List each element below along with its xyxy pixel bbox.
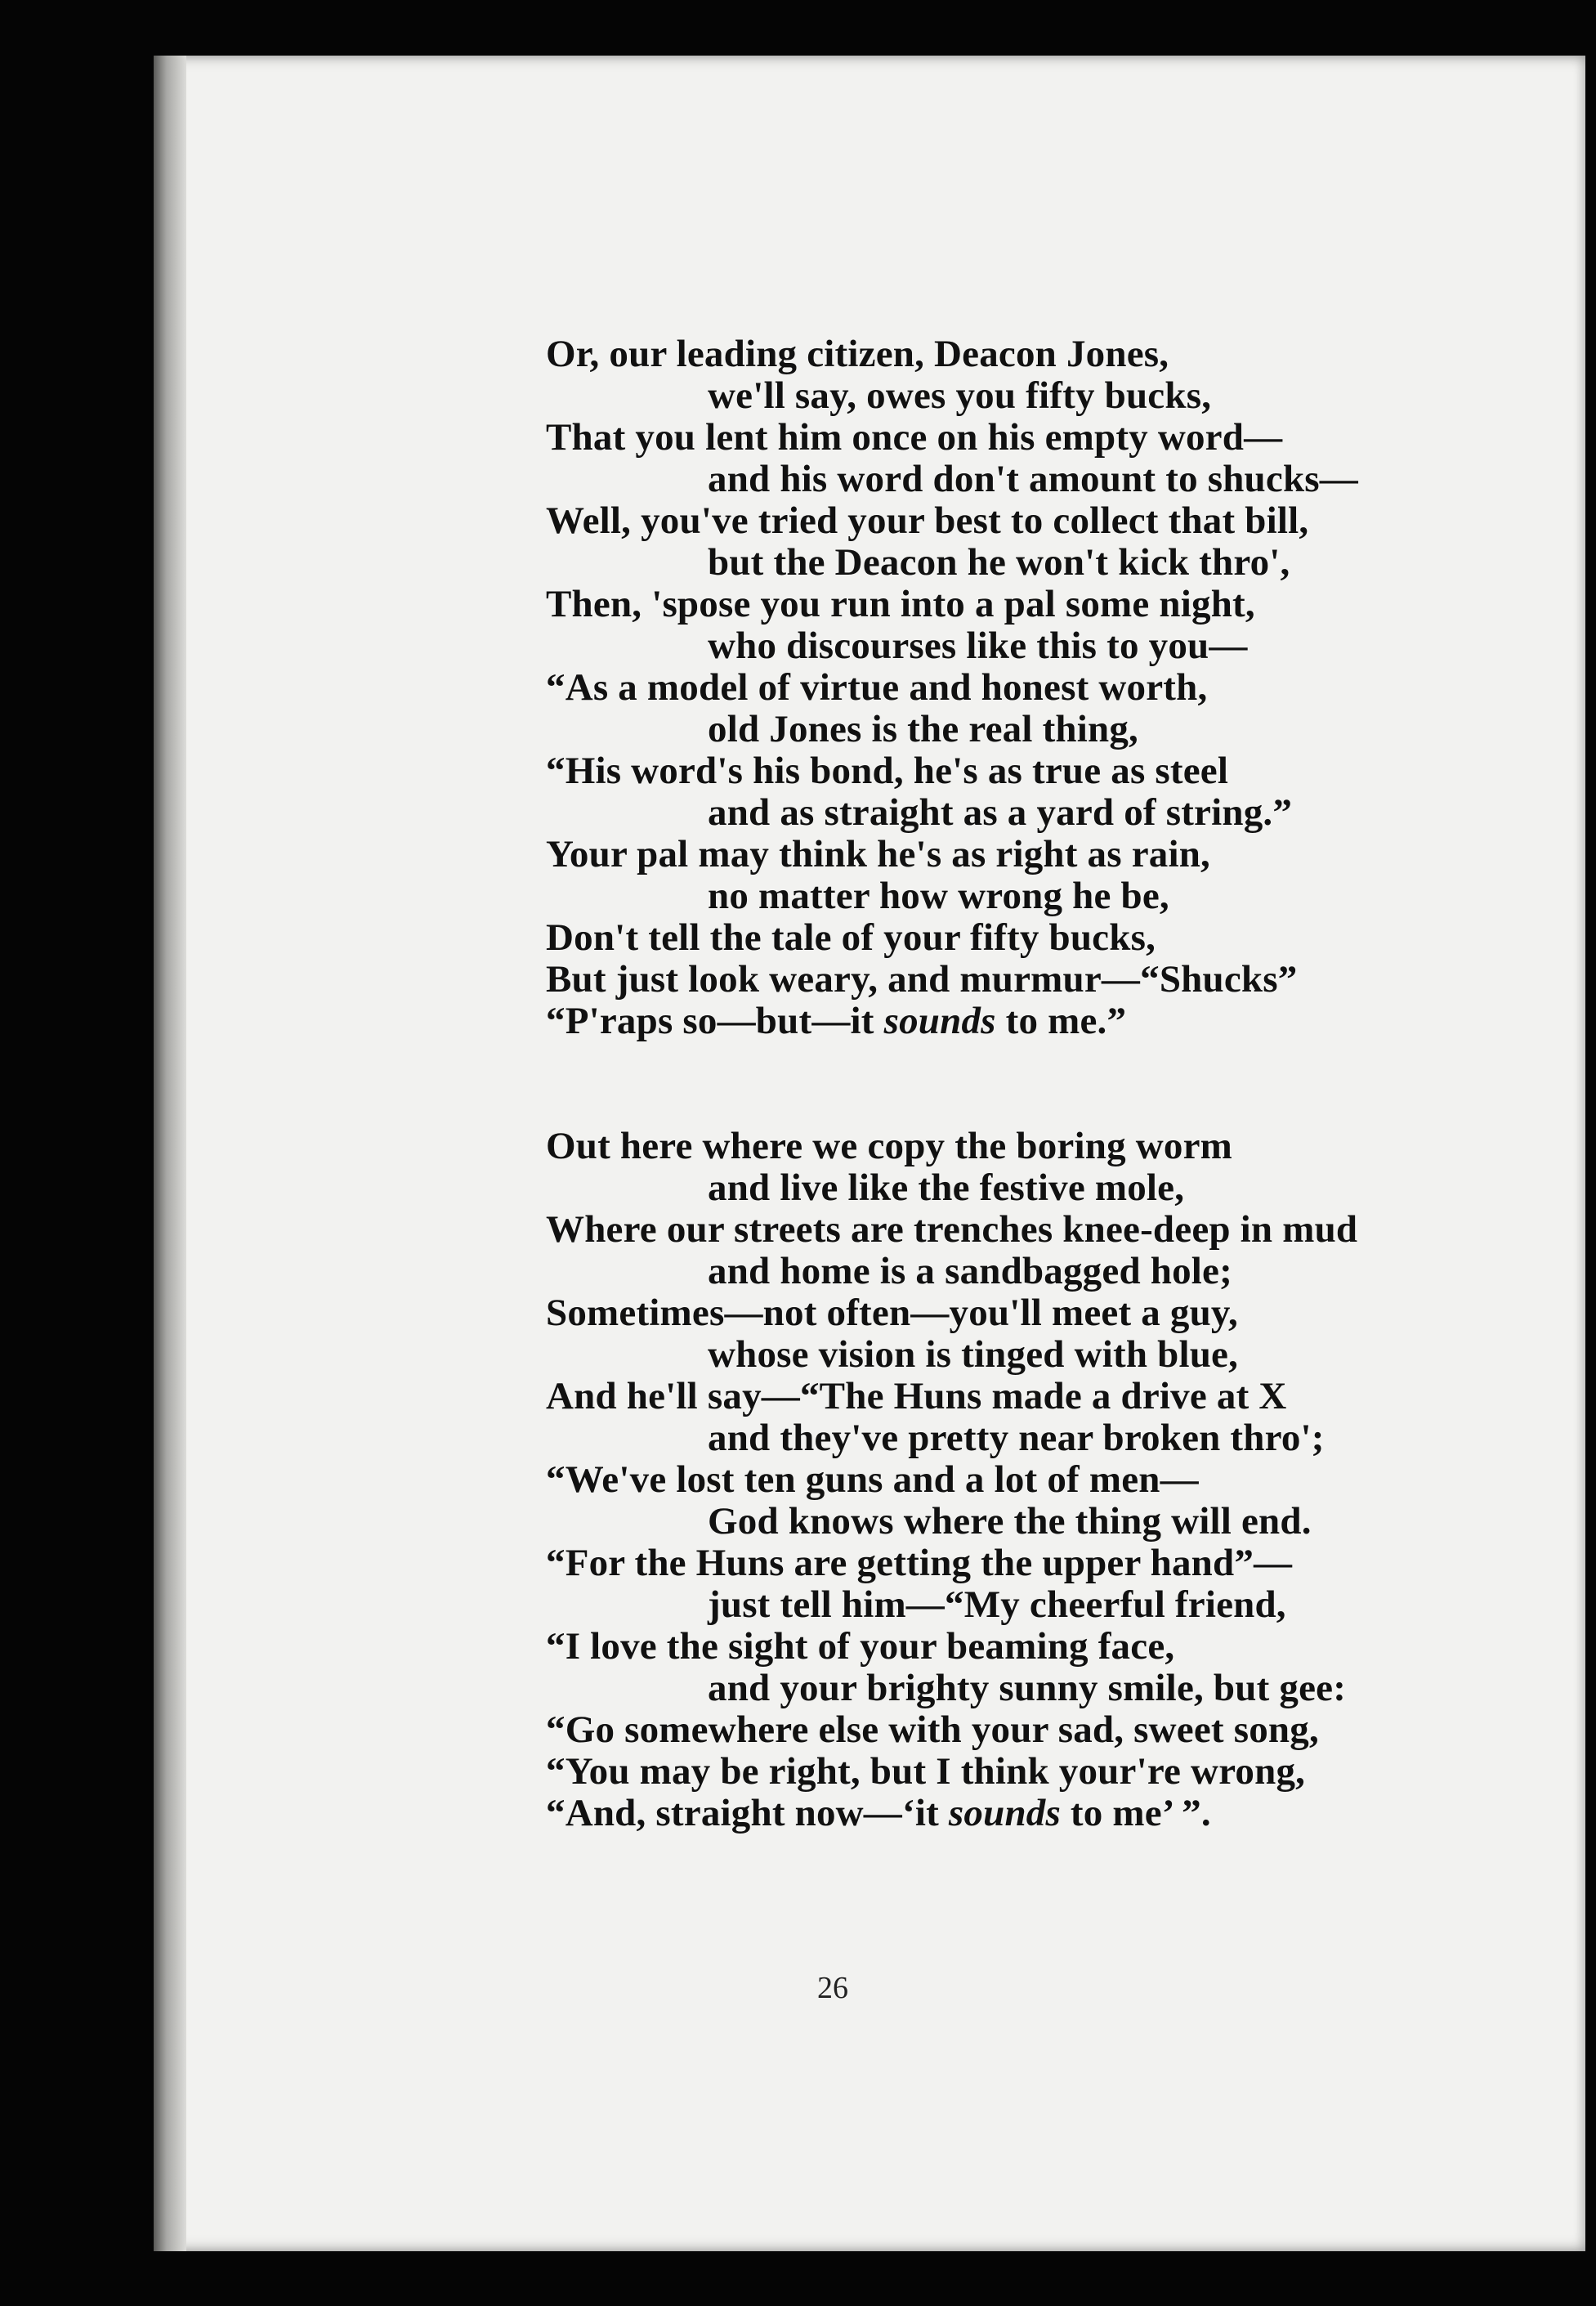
poem-line: That you lent him once on his empty word— bbox=[546, 416, 1283, 459]
poem-line: “You may be right, but I think your're wrong, bbox=[546, 1750, 1306, 1793]
italic-word: sounds bbox=[948, 1792, 1061, 1834]
poem-line: “We've lost ten guns and a lot of men— bbox=[546, 1458, 1199, 1501]
poem-line: no matter how wrong he be, bbox=[708, 875, 1169, 917]
poem-line: and your brighty sunny smile, but gee: bbox=[708, 1667, 1347, 1709]
poem-line: and as straight as a yard of string.” bbox=[708, 791, 1293, 834]
poem-line bbox=[546, 1001, 1486, 1042]
line-segment: to me.” bbox=[995, 1000, 1127, 1042]
stanza-2 bbox=[546, 1126, 1486, 1834]
line-segment: to me’ ”. bbox=[1060, 1792, 1211, 1834]
line-segment: “And, straight now—‘it bbox=[546, 1792, 949, 1834]
poem-line bbox=[546, 1793, 1486, 1834]
poem-line: But just look weary, and murmur—“Shucks” bbox=[546, 958, 1298, 1001]
poem-line: Or, our leading citizen, Deacon Jones, bbox=[546, 333, 1169, 375]
poem-line: Then, 'spose you run into a pal some night, bbox=[546, 583, 1255, 625]
poem-line: Where our streets are trenches knee-deep in mud bbox=[546, 1208, 1358, 1251]
poem bbox=[546, 334, 1486, 1834]
line-segment: “P'raps so—but—it bbox=[546, 1000, 884, 1042]
poem-line: who discourses like this to you— bbox=[708, 625, 1248, 667]
poem-line: And he'll say—“The Huns made a drive at X bbox=[546, 1375, 1287, 1417]
poem-line: God knows where the thing will end. bbox=[708, 1500, 1312, 1543]
poem-line: whose vision is tinged with blue, bbox=[708, 1333, 1239, 1376]
poem-line: Don't tell the tale of your fifty bucks, bbox=[546, 916, 1156, 959]
poem-line: but the Deacon he won't kick thro', bbox=[708, 541, 1290, 584]
poem-line: and home is a sandbagged hole; bbox=[708, 1250, 1232, 1292]
page-number bbox=[154, 1970, 1585, 2006]
poem-line: and his word don't amount to shucks— bbox=[708, 458, 1358, 500]
poem-line: old Jones is the real thing, bbox=[708, 708, 1139, 750]
stanza-1 bbox=[546, 334, 1486, 1042]
poem-line: and they've pretty near broken thro'; bbox=[708, 1417, 1325, 1459]
page-number-text: 26 bbox=[817, 1971, 848, 2005]
poem-line: we'll say, owes you fifty bucks, bbox=[708, 374, 1212, 417]
poem-line: just tell him—“My cheerful friend, bbox=[708, 1583, 1286, 1626]
poem-line: “His word's his bond, he's as true as steel bbox=[546, 750, 1229, 792]
poem-line: and live like the festive mole, bbox=[708, 1166, 1185, 1209]
page-binding-edge bbox=[154, 56, 186, 2251]
book-page bbox=[154, 56, 1585, 2251]
poem-line: Your pal may think he's as right as rain, bbox=[546, 833, 1211, 875]
poem-line: Sometimes—not often—you'll meet a guy, bbox=[546, 1292, 1238, 1334]
italic-word: sounds bbox=[883, 1000, 996, 1042]
poem-line: Well, you've tried your best to collect that bill, bbox=[546, 499, 1309, 542]
poem-line: “For the Huns are getting the upper hand”— bbox=[546, 1542, 1293, 1584]
poem-line: “I love the sight of your beaming face, bbox=[546, 1625, 1175, 1668]
poem-line: “Go somewhere else with your sad, sweet song, bbox=[546, 1708, 1319, 1751]
poem-line: Out here where we copy the boring worm bbox=[546, 1125, 1232, 1167]
poem-line: “As a model of virtue and honest worth, bbox=[546, 666, 1208, 709]
